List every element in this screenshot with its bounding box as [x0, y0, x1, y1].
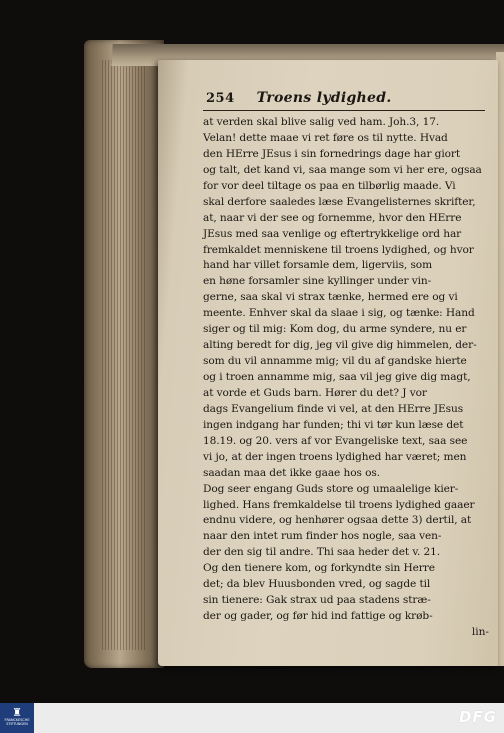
text-line: alting beredt for dig, jeg vil give dig himmelen, der- [203, 339, 477, 352]
text-line: at vorde et Guds barn. Hører du det? J vor [203, 386, 427, 399]
header-rule [203, 110, 485, 111]
page-content [203, 90, 493, 639]
text-line: sin tienere: Gak strax ud paa stadens stræ- [203, 594, 431, 607]
text-line: at, naar vi der see og fornemme, hvor den HErre [203, 211, 462, 224]
text-line: lighed. Hans fremkaldelse til troens lydighed gaaer [203, 498, 475, 511]
text-line: dags Evangelium finde vi vel, at den HErre JEsus [203, 402, 464, 415]
running-title: Troens lydighed. [256, 90, 392, 106]
text-line: skal derfore saaledes læse Evangelisternes skrifter, [203, 195, 476, 208]
footer-bar [0, 703, 504, 733]
text-line: hand har villet forsamle dem, ligerviis, som [203, 259, 433, 272]
text-line: at verden skal blive salig ved ham. Joh.3, 17. [203, 116, 440, 128]
text-line: Velan! dette maae vi ret føre os til nytte. Hvad [203, 131, 448, 144]
text-block [203, 115, 493, 625]
catchword: lin- [471, 626, 489, 638]
text-line: en høne forsamler sine kyllinger under vin- [203, 275, 432, 288]
text-line: som du vil annamme mig; vil du af gandske hierte [203, 355, 467, 368]
running-head [203, 90, 493, 112]
text-line: Dog seer engang Guds store og umaalelige kier- [203, 482, 459, 495]
text-line: ingen indgang har funden; thi vi tør kun læse det [203, 418, 464, 431]
text-line: fremkaldet menniskene til troens lydighed, og hvor [203, 243, 474, 256]
text-line: meente. Enhver skal da slaae i sig, og tænke: Hand [203, 307, 475, 320]
franckesche-stiftungen-logo[interactable] [0, 703, 34, 733]
tower-icon: ♜ [12, 706, 22, 719]
text-line: saadan maa det ikke gaae hos os. [203, 466, 380, 479]
text-line: og i troen annamme mig, saa vil jeg give dig magt, [203, 371, 471, 383]
text-line: det; da blev Huusbonden vred, og sagde til [203, 578, 431, 591]
text-line: endnu videre, og henhører ogsaa dette 3) dertil, at [203, 514, 472, 527]
dfg-logo[interactable]: DFG [458, 708, 497, 726]
page-number: 254 [206, 91, 235, 106]
logo-text: FRANCKESCHE STIFTUNGEN [4, 718, 30, 726]
book-page [158, 60, 498, 666]
text-line: siger og til mig: Kom dog, du arme syndere, nu er [203, 323, 467, 336]
text-line: der og gader, og før hid ind fattige og krøb- [203, 610, 433, 623]
text-line: der den sig til andre. Thi saa heder det v. 21. [203, 546, 441, 559]
text-line: og talt, det kand vi, saa mange som vi her ere, ogsaa [203, 163, 482, 176]
text-line: for vor deel tiltage os paa en tilbørlig maade. Vi [203, 179, 456, 192]
text-line: naar den intet rum finder hos nogle, saa ven- [203, 530, 442, 543]
text-line: den HErre JEsus i sin fornedrings dage har giort [203, 147, 461, 160]
book-page-edges [84, 40, 164, 668]
text-line: gerne, saa skal vi strax tænke, hermed ere og vi [203, 291, 458, 304]
text-line: JEsus med saa venlige og eftertrykkelige ord har [203, 227, 462, 240]
text-line: 18.19. og 20. vers af vor Evangeliske text, saa see [203, 434, 468, 447]
text-line: Og den tienere kom, og forkyndte sin Herre [203, 562, 435, 575]
text-line: vi jo, at der ingen troens lydighed har været; men [203, 450, 467, 463]
